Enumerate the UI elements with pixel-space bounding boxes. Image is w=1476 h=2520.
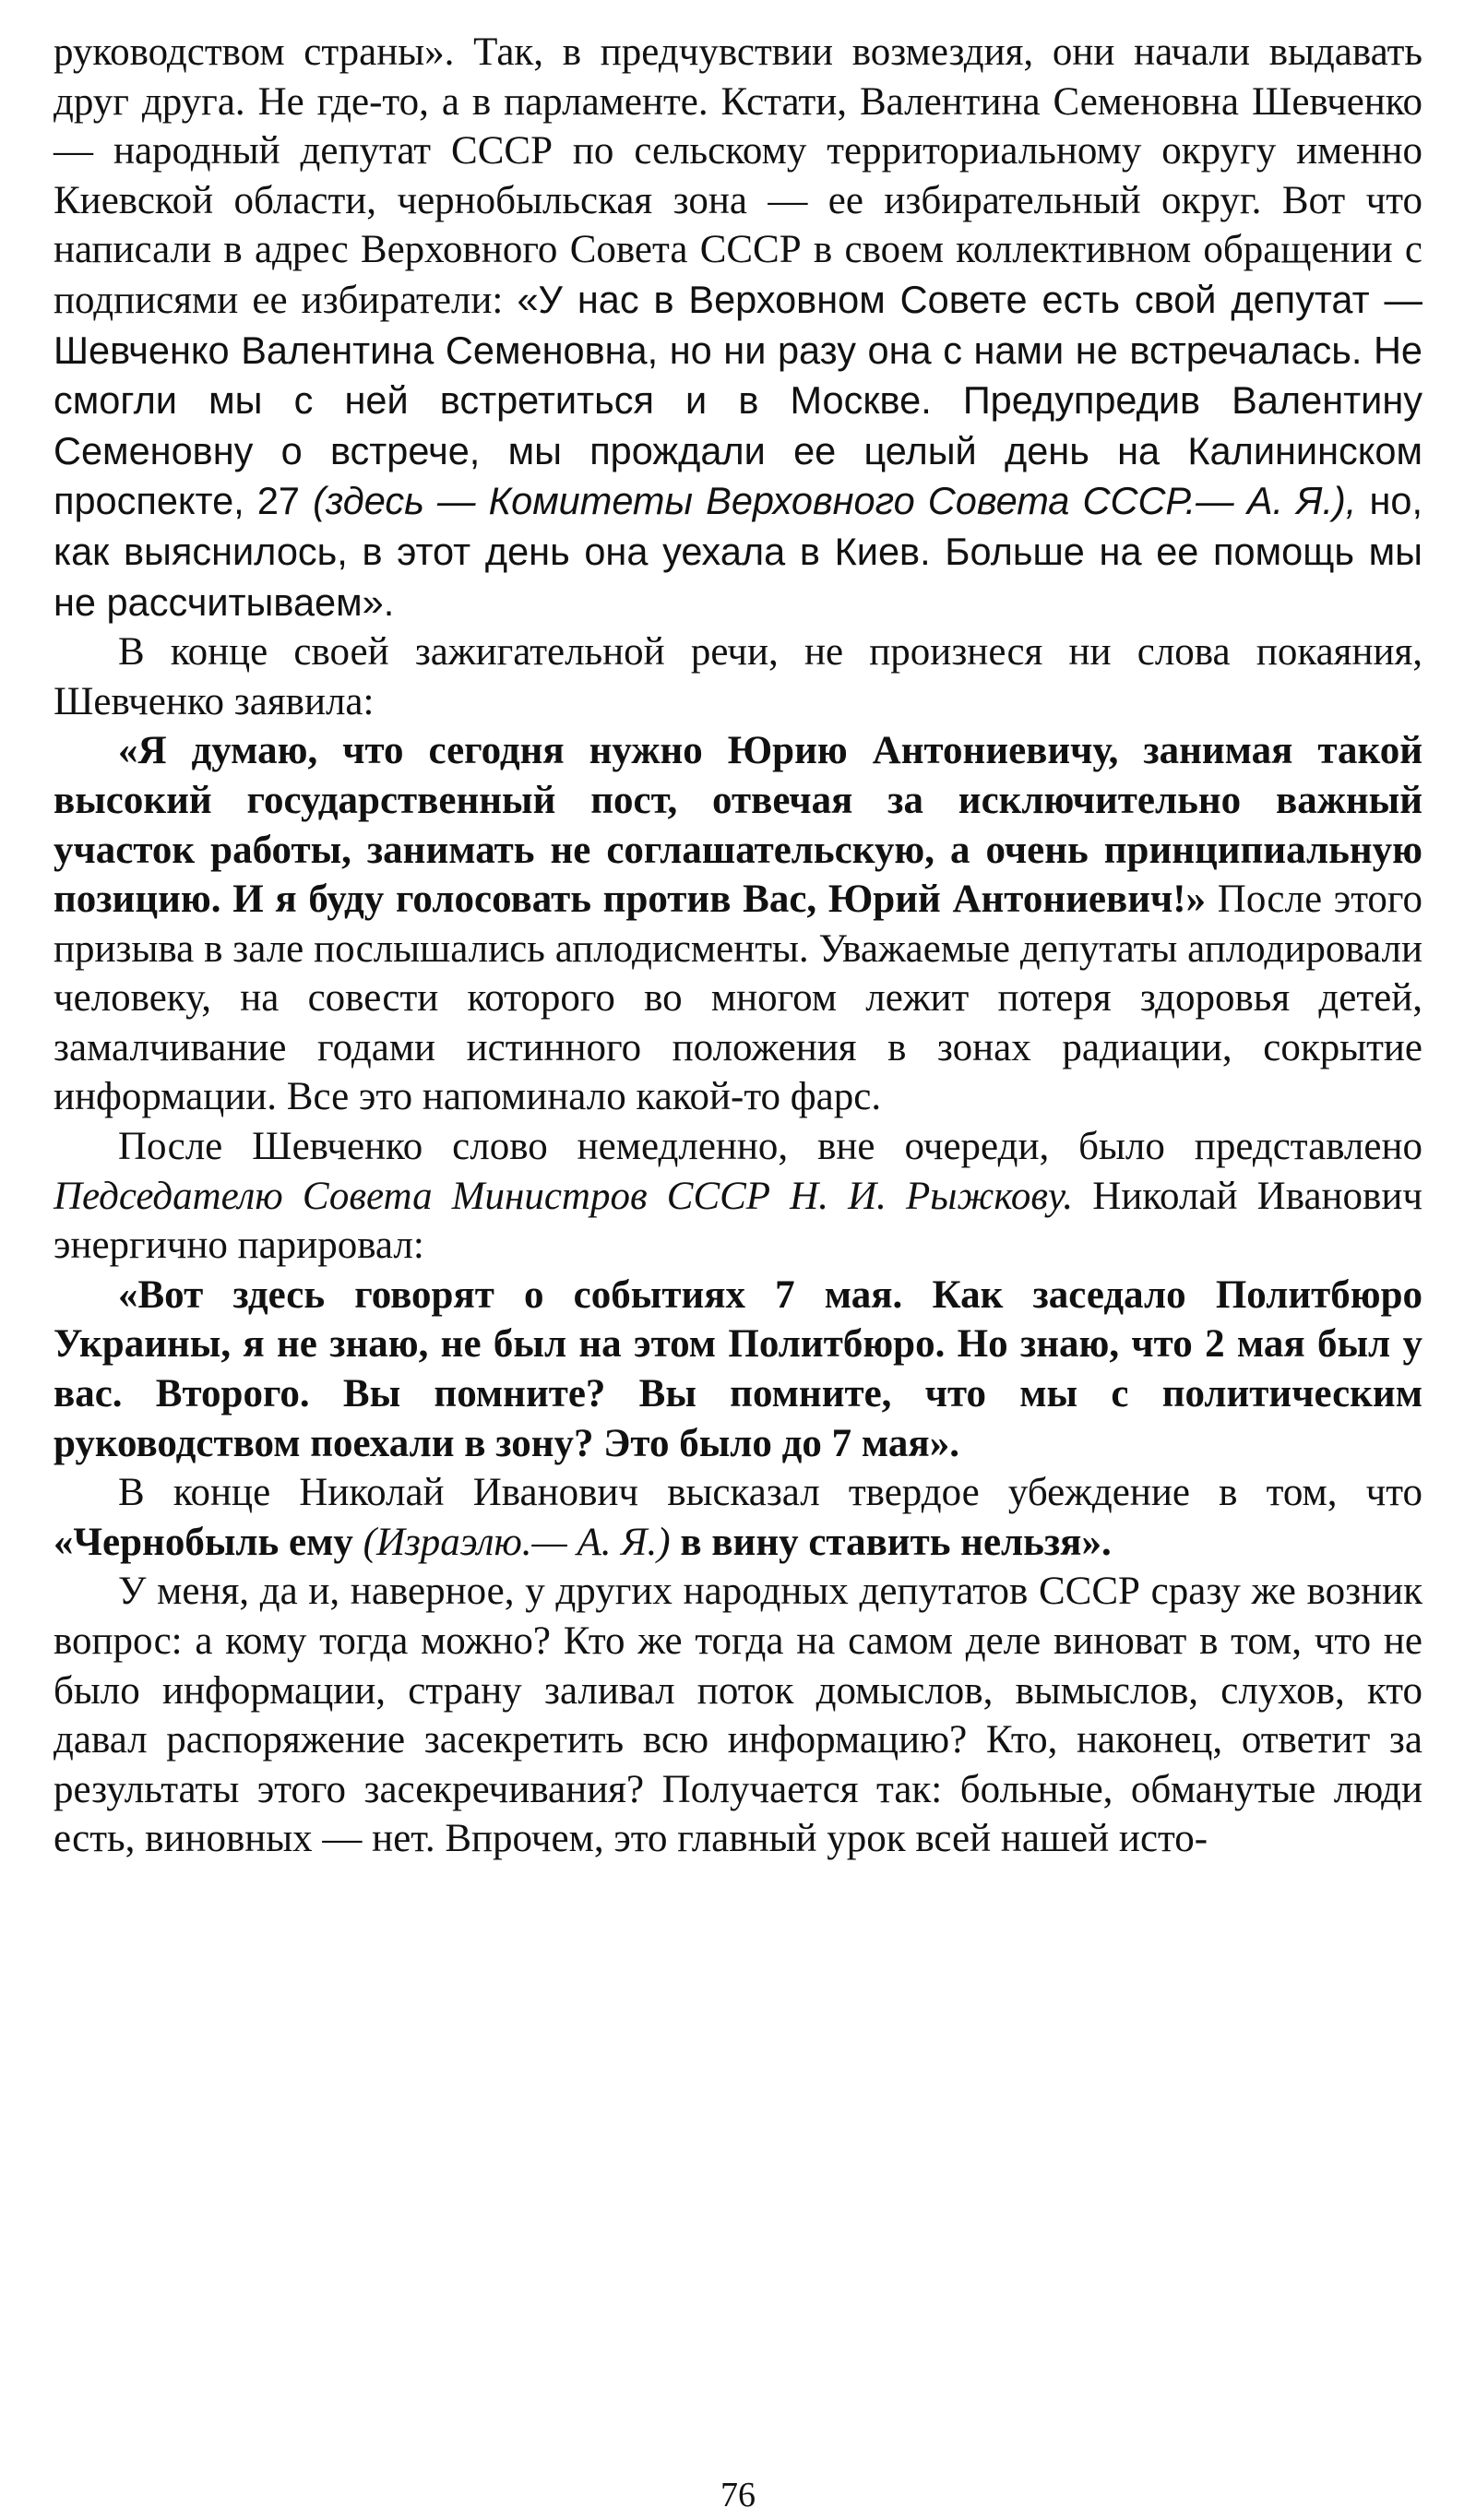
paragraph-1	[54, 28, 1422, 627]
narrative-text: Николай Иванович энергично парировал:	[54, 1174, 1422, 1268]
paragraph-3	[54, 726, 1422, 1122]
paragraph-6	[54, 1468, 1422, 1567]
voter-appeal-quote: «У нас в Верховном Совете есть свой депутат — Шевченко Валентина Семеновна, но ни разу она с нами не встречалась. Не смогли мы с ней встретиться и в Москве. Предупредив Валентину Семеновну о встрече, мы прождали ее целый день на Калининском проспекте, 27	[54, 277, 1422, 523]
paragraph-7	[54, 1567, 1422, 1864]
ryzhkov-quote: «Вот здесь говорят о событиях 7 мая. Как заседало Политбюро Украины, я не знаю, не был на этом Политбюро. Но знаю, что 2 мая был у вас. Второго. Вы помните? Вы помните, что мы с политическим руководством поехали в зону? Это было до 7 мая».	[54, 1272, 1422, 1465]
narrative-text: После этого призыва в зале послышались аплодисменты. Уважаемые депутаты аплодировали человеку, на совести которого во многом лежит потеря здоровья детей, замалчивание годами истинного положения в зонах радиации, сокрытие информации. Все это напоминало какой-то фарс.	[54, 878, 1422, 1119]
narrative-text: руководством страны». Так, в предчувствии возмездия, они начали выдавать друг друга. Не где-то, а в парламенте. Кстати, Валентина Семеновна Шевченко — народный депутат СССР по сельскому территориальному округу именно Киевской области, чернобыльская зона — ее избирательный округ. Вот что написали в адрес Верховного Совета СССР в своем коллективном обращении с подписями ее избиратели:	[54, 30, 1422, 322]
paragraph-2	[54, 627, 1422, 726]
author-note: (здесь — Комитеты Верховного Совета СССР.— А. Я.),	[313, 479, 1357, 523]
ryzhkov-quote-end: в вину ставить нельзя».	[670, 1520, 1112, 1564]
shevchenko-quote: «Я думаю, что сегодня нужно Юрию Антониевичу, занимая такой высокий государственный пост, отвечая за исключительно важный участок работы, занимать не соглашательскую, а очень принципиальную позицию. И я буду голосовать против Вас, Юрий Антониевич!»	[54, 729, 1422, 922]
narrative-text: У меня, да и, наверное, у других народных депутатов СССР сразу же возник вопрос: а кому тогда можно? Кто же тогда на самом деле виноват в том, что не было информации, страну заливал поток домыслов, вымыслов, слухов, кто давал распоряжение засекретить всю информацию? Кто, наконец, ответит за результаты этого засекречивания? Получается так: больные, обманутые люди есть, виновных — нет. Впрочем, это главный урок всей нашей исто-	[54, 1570, 1422, 1861]
narrative-text: В конце своей зажигательной речи, не произнеся ни слова покаяния, Шевченко заявила:	[54, 630, 1422, 723]
page-body	[54, 28, 1422, 1864]
ryzhkov-quote: «Чернобыль ему	[54, 1520, 363, 1564]
paragraph-5	[54, 1271, 1422, 1468]
author-note: (Израэлю.— А. Я.)	[363, 1520, 671, 1564]
page-number: 76	[720, 2476, 756, 2514]
narrative-text: После Шевченко слово немедленно, вне очереди, было представлено	[118, 1125, 1422, 1169]
narrative-text: В конце Николай Иванович высказал твердое убеждение в том, что	[118, 1471, 1422, 1515]
paragraph-4	[54, 1122, 1422, 1271]
voter-appeal-quote-end: но, как выяснилось, в этот день она уехала в Киев. Больше на ее помощь мы не рассчитываем».	[54, 479, 1422, 624]
speaker-reference: Педседателю Совета Министров СССР Н. И. Рыжкову.	[54, 1174, 1074, 1218]
